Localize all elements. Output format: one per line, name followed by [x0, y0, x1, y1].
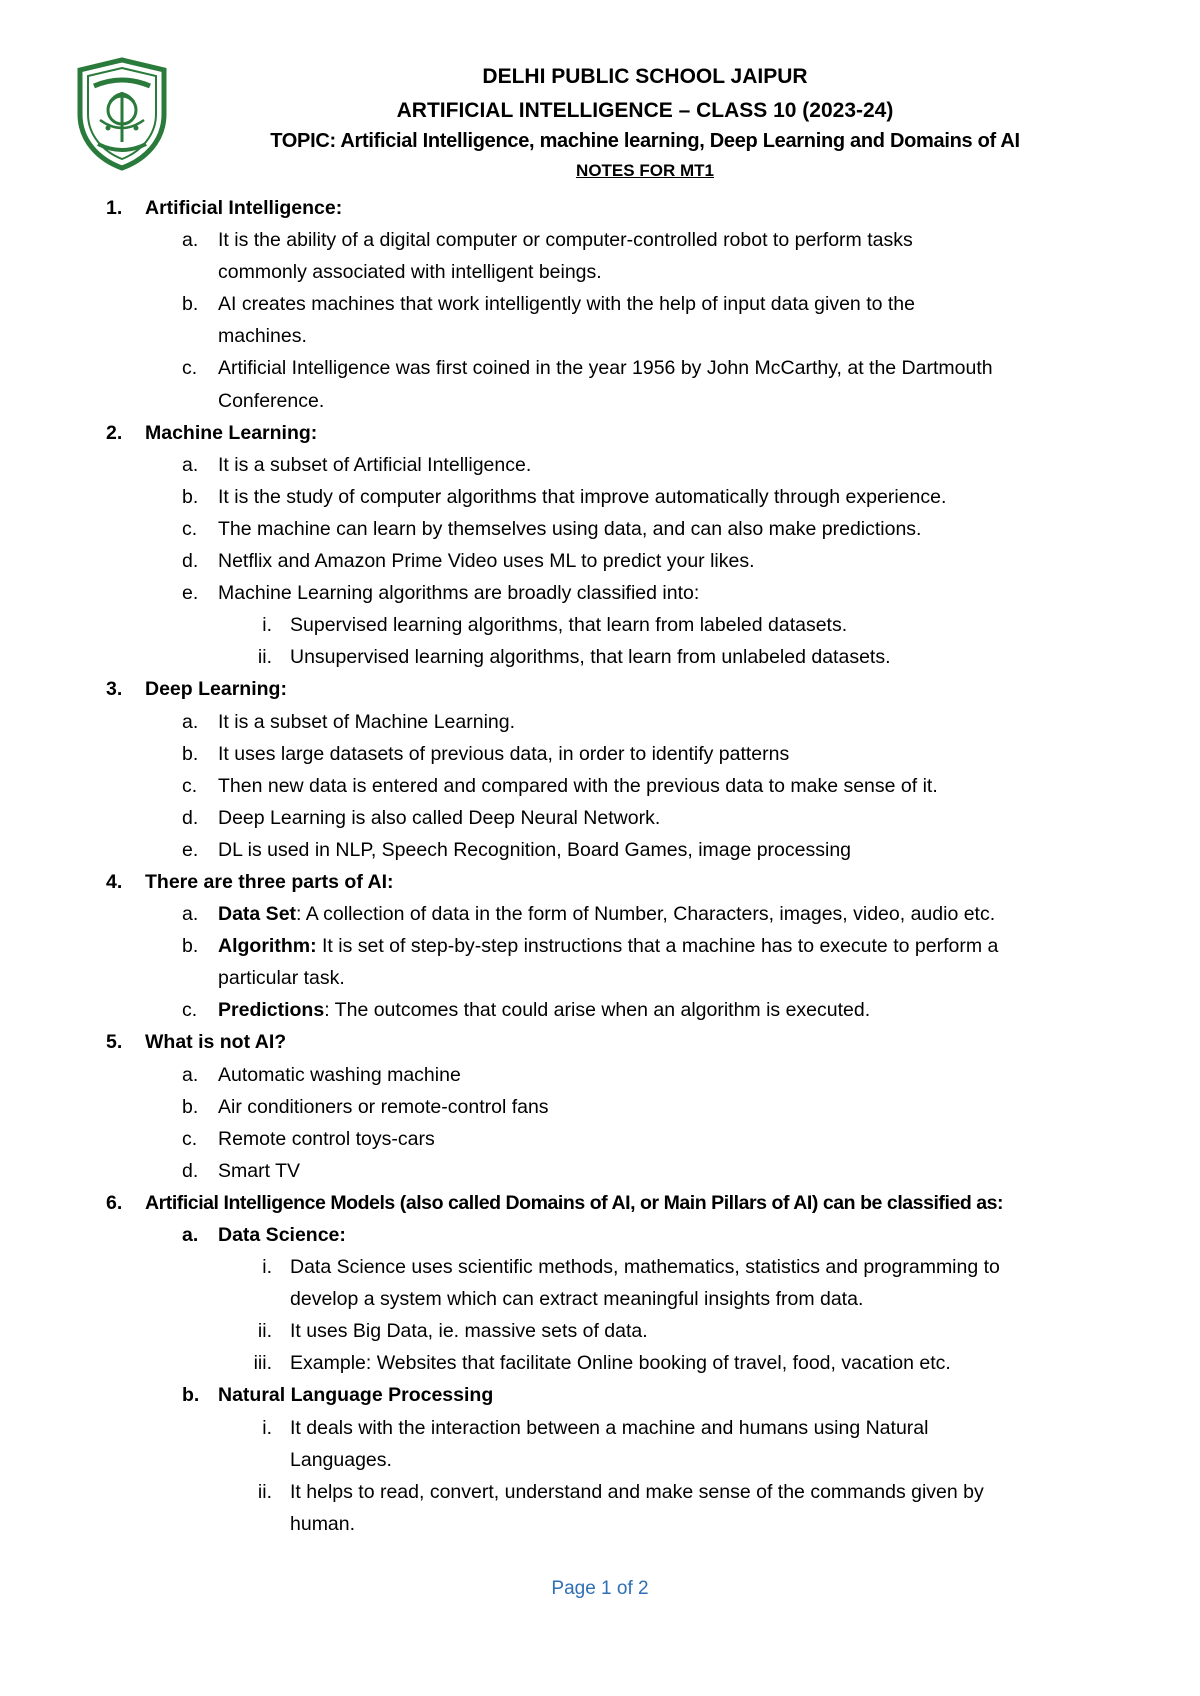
- list-item-continuation: [0, 385, 1200, 417]
- list-item-text: particular task.: [218, 967, 345, 990]
- list-item: [0, 481, 1200, 513]
- notes-label: NOTES FOR MT1: [576, 161, 714, 180]
- list-item-text: commonly associated with intelligent beings.: [218, 261, 602, 284]
- list-marker: d.: [182, 806, 199, 829]
- definition: : A collection of data in the form of Number, Characters, images, video, audio etc.: [296, 903, 996, 926]
- list-marker: b.: [182, 1095, 199, 1118]
- notes-list: [0, 192, 1200, 1540]
- sub-list-item: [0, 1315, 1200, 1347]
- list-marker: d.: [182, 1159, 199, 1182]
- section-title: What is not AI?: [145, 1031, 287, 1054]
- list-marker: e.: [182, 838, 199, 861]
- list-marker: 3.: [106, 678, 123, 701]
- list-marker: i.: [262, 614, 272, 637]
- list-item: [0, 1059, 1200, 1091]
- list-marker: c.: [182, 774, 198, 797]
- list-marker: b.: [182, 485, 199, 508]
- section-heading-not-ai: [0, 1026, 1200, 1058]
- term: Data Set: [218, 903, 297, 926]
- list-item: [0, 1123, 1200, 1155]
- section-heading-parts: [0, 866, 1200, 898]
- list-item-text: Remote control toys-cars: [218, 1127, 435, 1150]
- topic-line: TOPIC: Artificial Intelligence, machine learning, Deep Learning and Domains of AI: [270, 130, 1020, 152]
- list-item-continuation: [0, 962, 1200, 994]
- list-item-text: Example: Websites that facilitate Online booking of travel, food, vacation etc.: [290, 1352, 951, 1375]
- sub-list-item-continuation: [0, 1444, 1200, 1476]
- section-heading-ml: [0, 417, 1200, 449]
- section-heading-domains: [0, 1187, 1200, 1219]
- list-item: [0, 706, 1200, 738]
- list-marker: b.: [182, 742, 199, 765]
- list-marker: c.: [182, 517, 198, 540]
- list-item-text: Air conditioners or remote-control fans: [218, 1095, 549, 1118]
- sub-list-item: [0, 1347, 1200, 1379]
- definition: : The outcomes that could arise when an algorithm is executed.: [324, 999, 871, 1022]
- list-item: [0, 577, 1200, 609]
- list-marker: c.: [182, 357, 198, 380]
- list-marker: i.: [262, 1416, 272, 1439]
- sub-list-item: [0, 609, 1200, 641]
- list-item: [0, 930, 1200, 962]
- list-item-text: Then new data is entered and compared with the previous data to make sense of it.: [218, 774, 938, 797]
- list-item-text: machines.: [218, 325, 307, 348]
- list-marker: a.: [182, 229, 199, 252]
- sub-heading-nlp: [0, 1379, 1200, 1411]
- list-marker: 5.: [106, 1031, 123, 1054]
- list-item-text: [218, 930, 998, 962]
- subject-title: ARTIFICIAL INTELLIGENCE – CLASS 10 (2023-24): [396, 99, 894, 122]
- sub-list-item-continuation: [0, 1508, 1200, 1540]
- list-item-text: [218, 898, 995, 930]
- list-marker: a.: [182, 453, 199, 476]
- list-item: [0, 449, 1200, 481]
- list-marker: 6.: [106, 1191, 123, 1214]
- list-marker: e.: [182, 582, 199, 605]
- list-item-text: [218, 994, 870, 1026]
- list-item-text: Languages.: [290, 1448, 392, 1471]
- sub-list-item-continuation: [0, 1283, 1200, 1315]
- list-marker: 2.: [106, 421, 123, 444]
- list-item: [0, 513, 1200, 545]
- list-marker: d.: [182, 550, 199, 573]
- list-item: [0, 898, 1200, 930]
- list-item-text: It uses Big Data, ie. massive sets of data.: [290, 1320, 648, 1343]
- term: Predictions: [218, 999, 325, 1022]
- list-marker: c.: [182, 1127, 198, 1150]
- sub-heading-text: Natural Language Processing: [218, 1384, 494, 1407]
- list-item-text: Conference.: [218, 389, 325, 412]
- sub-list-item: [0, 641, 1200, 673]
- list-item-text: It is the ability of a digital computer or computer-controlled robot to perform tasks: [218, 229, 913, 252]
- list-item-text: Unsupervised learning algorithms, that learn from unlabeled datasets.: [290, 646, 891, 669]
- list-item-text: It deals with the interaction between a machine and humans using Natural: [290, 1416, 929, 1439]
- list-marker: b.: [182, 1384, 200, 1407]
- sub-list-item: [0, 1412, 1200, 1444]
- list-item: [0, 994, 1200, 1026]
- section-heading-ai: [0, 192, 1200, 224]
- list-marker: c.: [182, 999, 198, 1022]
- school-name: DELHI PUBLIC SCHOOL JAIPUR: [482, 65, 808, 88]
- list-item-text: Netflix and Amazon Prime Video uses ML to predict your likes.: [218, 550, 755, 573]
- school-logo-emblem: [70, 56, 174, 172]
- list-marker: a.: [182, 903, 199, 926]
- list-item: [0, 834, 1200, 866]
- list-item: [0, 738, 1200, 770]
- section-title: Artificial Intelligence:: [145, 197, 343, 219]
- list-item: [0, 288, 1200, 320]
- list-item: [0, 1091, 1200, 1123]
- list-item-text: Automatic washing machine: [218, 1063, 461, 1086]
- list-item-continuation: [0, 256, 1200, 288]
- section-heading-dl: [0, 673, 1200, 705]
- list-marker: 4.: [106, 870, 123, 893]
- list-marker: b.: [182, 935, 199, 958]
- section-title: Deep Learning:: [145, 678, 287, 701]
- definition: It is set of step-by-step instructions that a machine has to execute to perform a: [316, 935, 999, 958]
- list-item-text: It is a subset of Machine Learning.: [218, 710, 516, 733]
- list-marker: a.: [182, 1063, 199, 1086]
- list-item-text: It helps to read, convert, understand and make sense of the commands given by: [290, 1480, 984, 1503]
- list-item-text: It is a subset of Artificial Intelligence.: [218, 453, 532, 476]
- page-number: Page 1 of 2: [551, 1578, 649, 1599]
- list-item-text: Data Science uses scientific methods, mathematics, statistics and programming to: [290, 1256, 1000, 1279]
- list-item-text: The machine can learn by themselves using data, and can also make predictions.: [218, 517, 922, 540]
- list-item-text: Smart TV: [218, 1159, 300, 1182]
- list-item: [0, 352, 1200, 384]
- list-item-text: human.: [290, 1512, 356, 1535]
- list-item-text: Artificial Intelligence was first coined in the year 1956 by John McCarthy, at the Dartmouth: [218, 357, 993, 380]
- list-marker: b.: [182, 293, 199, 316]
- list-item-text: DL is used in NLP, Speech Recognition, Board Games, image processing: [218, 838, 852, 861]
- list-item: [0, 224, 1200, 256]
- sub-list-item: [0, 1251, 1200, 1283]
- list-marker: ii.: [257, 646, 272, 669]
- list-item-text: develop a system which can extract meaningful insights from data.: [290, 1288, 864, 1311]
- sub-list-item: [0, 1476, 1200, 1508]
- list-marker: iii.: [253, 1352, 272, 1375]
- list-item-text: It uses large datasets of previous data, in order to identify patterns: [218, 742, 790, 765]
- list-item: [0, 1155, 1200, 1187]
- list-marker: a.: [182, 1224, 199, 1246]
- list-marker: ii.: [257, 1320, 272, 1343]
- list-item-text: Supervised learning algorithms, that learn from labeled datasets.: [290, 614, 848, 637]
- list-item-text: Deep Learning is also called Deep Neural Network.: [218, 806, 661, 829]
- list-marker: ii.: [257, 1480, 272, 1503]
- section-title: Machine Learning:: [145, 421, 318, 444]
- list-marker: i.: [262, 1256, 272, 1279]
- term: Algorithm:: [218, 935, 317, 958]
- list-item: [0, 802, 1200, 834]
- list-item: [0, 770, 1200, 802]
- section-title: Artificial Intelligence Models (also called Domains of AI, or Main Pillars of AI) can be classified as:: [145, 1191, 1004, 1214]
- section-title: There are three parts of AI:: [145, 870, 394, 893]
- list-item: [0, 545, 1200, 577]
- list-marker: a.: [182, 710, 199, 733]
- list-marker: 1.: [106, 197, 123, 219]
- sub-heading-text: Data Science:: [218, 1224, 346, 1246]
- list-item-text: It is the study of computer algorithms that improve automatically through experience.: [218, 485, 947, 508]
- list-item-continuation: [0, 320, 1200, 352]
- list-item-text: Machine Learning algorithms are broadly classified into:: [218, 582, 700, 605]
- sub-heading-data-science: [0, 1219, 1200, 1251]
- list-item-text: AI creates machines that work intelligently with the help of input data given to the: [218, 293, 915, 316]
